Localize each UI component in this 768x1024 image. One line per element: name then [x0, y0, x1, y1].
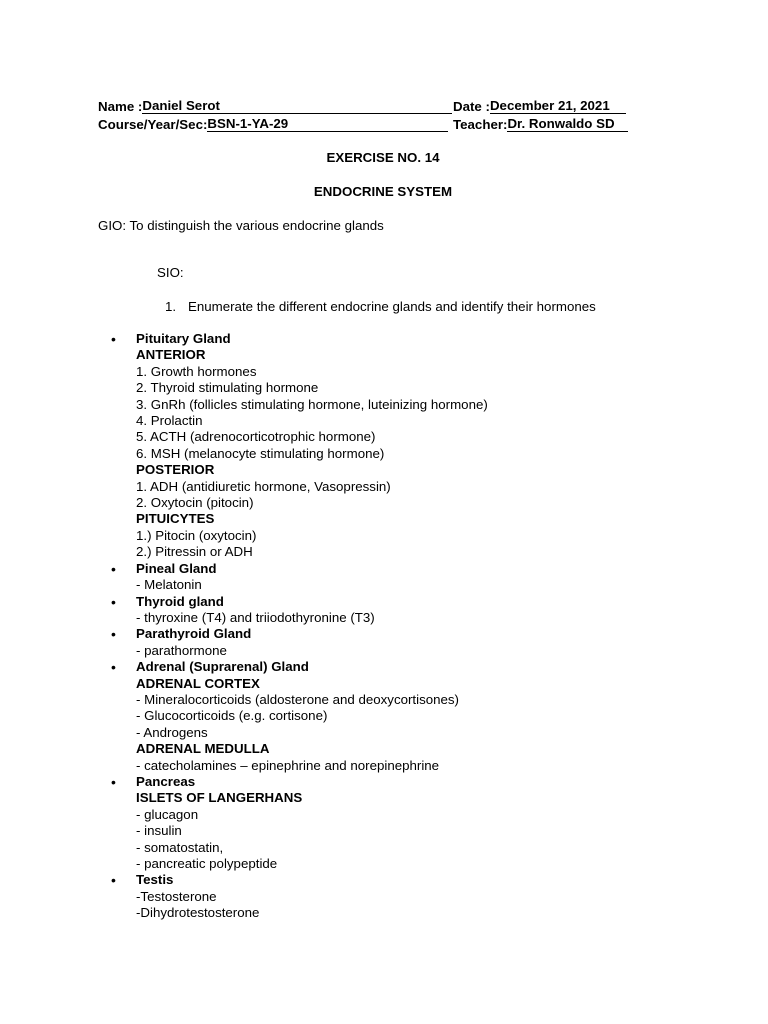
hormone-line: - Mineralocorticoids (aldosterone and deoxycortisones) — [136, 691, 459, 707]
date-value: December 21, 2021 — [490, 98, 626, 114]
gland-list-item — [111, 594, 711, 627]
hormone-line: 2.) Pitressin or ADH — [136, 544, 253, 560]
bullet-icon: • — [111, 872, 116, 889]
objective-item — [165, 299, 596, 314]
bullet-icon: • — [111, 773, 116, 790]
bullet-icon: • — [111, 560, 116, 577]
hormone-line: 1. Growth hormones — [136, 363, 257, 379]
gland-section-heading: ADRENAL MEDULLA — [136, 741, 270, 757]
topic-title: ENDOCRINE SYSTEM — [313, 184, 453, 199]
gland-section-heading: POSTERIOR — [136, 462, 215, 478]
date-label: Date : — [453, 99, 490, 114]
gland-name: Pituitary Gland — [136, 331, 231, 346]
teacher-value: Dr. Ronwaldo SD — [507, 116, 628, 132]
objective-number: 1. — [165, 299, 177, 314]
hormone-line: 1.) Pitocin (oxytocin) — [136, 527, 257, 543]
objective-text: Enumerate the different endocrine glands and identify their hormones — [188, 299, 596, 314]
bullet-icon: • — [111, 331, 116, 347]
hormone-line: - Glucocorticoids (e.g. cortisone) — [136, 708, 328, 724]
name-label: Name : — [98, 99, 143, 114]
course-label: Course/Year/Sec: — [98, 117, 208, 132]
gland-section-heading: ISLETS OF LANGERHANS — [136, 790, 303, 806]
gland-name: Parathyroid Gland — [136, 626, 252, 642]
bullet-icon: • — [111, 593, 116, 610]
gland-section-heading: ANTERIOR — [136, 347, 206, 363]
gland-list-item — [111, 331, 711, 561]
sio-label: SIO: — [157, 265, 184, 280]
gland-section-heading: ADRENAL CORTEX — [136, 675, 260, 691]
hormone-line: 1. ADH (antidiuretic hormone, Vasopressin) — [136, 478, 391, 494]
hormone-line: - glucagon — [136, 806, 199, 822]
hormone-line: 4. Prolactin — [136, 413, 203, 429]
gland-list-item — [111, 659, 711, 774]
exercise-title: EXERCISE NO. 14 — [326, 150, 440, 165]
gland-name: Thyroid gland — [136, 593, 224, 609]
gland-name: Pancreas — [136, 773, 196, 789]
header-row-name-date — [98, 98, 610, 115]
bullet-icon: • — [111, 659, 116, 676]
hormone-line: - catecholamines – epinephrine and norepinephrine — [136, 757, 440, 773]
hormone-line: - thyroxine (T4) and triiodothyronine (T3) — [136, 609, 375, 625]
hormone-line: -Dihydrotestosterone — [136, 905, 260, 921]
gland-list-item — [111, 774, 711, 872]
teacher-label: Teacher: — [453, 117, 508, 132]
hormone-line: 6. MSH (melanocyte stimulating hormone) — [136, 445, 385, 461]
bullet-icon: • — [111, 626, 116, 643]
gland-section-heading: PITUICYTES — [136, 511, 215, 527]
hormone-line: -Testosterone — [136, 888, 217, 904]
gland-name: Pineal Gland — [136, 560, 217, 576]
gland-list-item — [111, 561, 711, 594]
hormone-line: - somatostatin, — [136, 839, 224, 855]
hormone-line: 3. GnRh (follicles stimulating hormone, luteinizing hormone) — [136, 396, 488, 412]
hormone-line: - pancreatic polypeptide — [136, 856, 278, 871]
gland-list-item — [111, 872, 711, 921]
hormone-line: 2. Oxytocin (pitocin) — [136, 495, 254, 511]
gland-name: Adrenal (Suprarenal) Gland — [136, 659, 309, 675]
course-value: BSN-1-YA-29 — [207, 116, 448, 132]
hormone-line: - insulin — [136, 823, 182, 839]
gland-list-item — [111, 626, 711, 659]
hormone-line: 5. ACTH (adrenocorticotrophic hormone) — [136, 429, 376, 445]
hormone-line: - Melatonin — [136, 577, 202, 593]
hormone-line: - Androgens — [136, 724, 208, 740]
gland-list — [111, 331, 711, 922]
header-row-course-teacher — [98, 116, 615, 133]
hormone-line: - parathormone — [136, 642, 227, 658]
gio-text: GIO: To distinguish the various endocrine glands — [98, 218, 384, 233]
gland-name: Testis — [136, 872, 174, 888]
name-value: Daniel Serot — [142, 98, 452, 114]
hormone-line: 2. Thyroid stimulating hormone — [136, 380, 319, 396]
